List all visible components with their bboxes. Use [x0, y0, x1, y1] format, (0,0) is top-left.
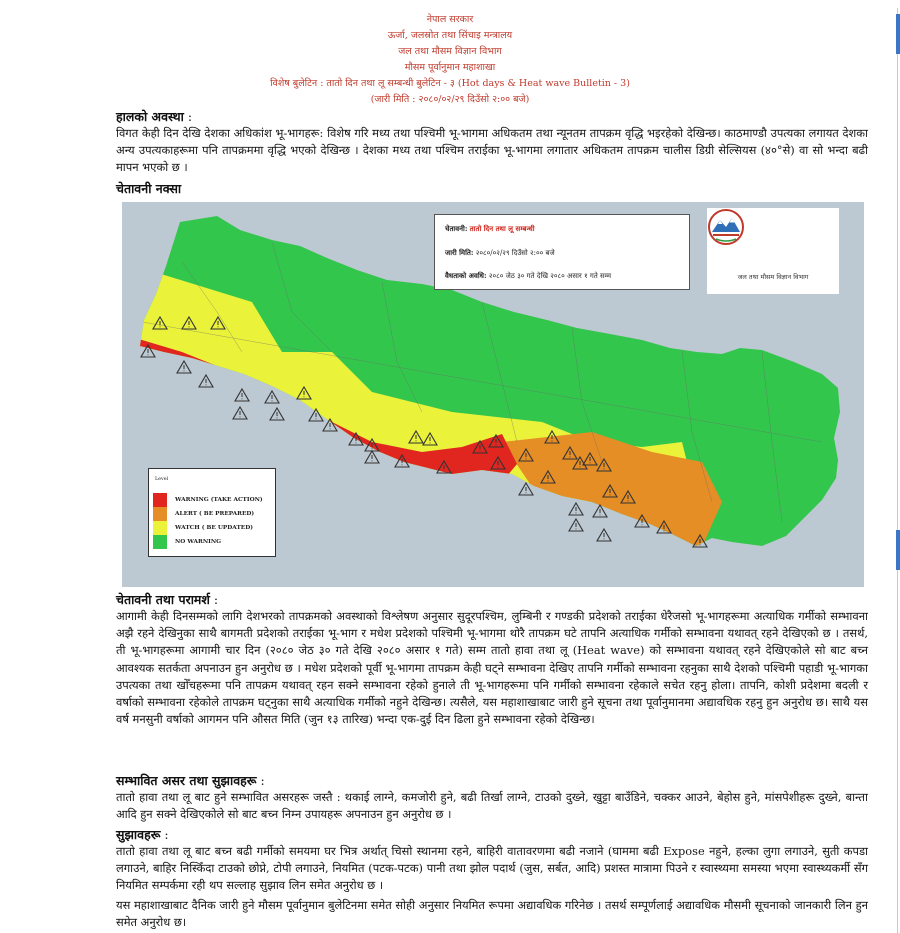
- legend-label: WATCH ( BE UPDATED): [175, 525, 253, 531]
- tips-text: तातो हावा तथा लू बाट बच्न बढी गर्मीको समयमा घर भित्र अर्थात् चिसो स्थानमा रहने, बाहिरी वातावरणमा बढी नजाने (घाममा बढी Expose नहुने, हल्का लुगा लगाउने, सुती कपडा लगाउने, बाहिर निस्किँदा टाउको छोप्ने, टोपी लगाउने, नियमित (पटक-पटक) पानी तथा झोल पदार्थ (जुस, सर्बत, आदि) प्रशस्त मात्रामा पिउने र स्वास्थ्यमा समस्या भएमा स्वास्थ्यकर्मी सँग नियमित सम्पर्कमा रही थप सल्लाह सुझाव लिन समेत अनुरोध छ ।: [116, 844, 868, 893]
- scroll-marker: [896, 530, 900, 570]
- legend-swatch: [153, 521, 167, 535]
- legend-swatch: [153, 535, 167, 549]
- bulletin-title: विशेष बुलेटिन : तातो दिन तथा लू सम्बन्धी बुलेटिन - ३ (Hot days & Heat wave Bulletin - 3): [270, 78, 630, 89]
- section-heading-current: हालको अवस्था :: [116, 109, 193, 124]
- info-label-warning: चेतावनी:: [445, 224, 468, 233]
- page-edge: [897, 8, 898, 933]
- info-label-validity: वैधताको अवधि:: [445, 271, 487, 280]
- section-heading-map: चेतावनी नक्सा: [116, 181, 182, 196]
- bulletin-header: [0, 12, 900, 108]
- map-info-box: [434, 214, 690, 290]
- department-logo-text: जल तथा मौसम विज्ञान विभाग: [737, 273, 809, 281]
- info-value-warning: तातो दिन तथा लू सम्बन्धी: [469, 224, 535, 233]
- section-heading-impacts: सम्भावित असर तथा सुझावहरू :: [116, 773, 265, 788]
- legend-label: WARNING (TAKE ACTION): [175, 497, 263, 503]
- legend-label: ALERT ( BE PREPARED): [175, 511, 255, 517]
- info-value-validity: २०८० जेठ ३० गते देखि २०८० असार १ गते सम्म: [488, 272, 612, 280]
- advice-text: आगामी केही दिनसम्मको लागि देशभरको तापक्रमको अवस्थाको विश्लेषण अनुसार सुदूरपश्चिम, लुम्बिनी र गण्डकी प्रदेशको तराईका धेरैजसो भू-भागहरूमा अत्याधिक गर्मीको सम्भावना अझै रहने देखिनुका साथै बागमती प्रदेशको तराईका भू-भाग र मधेश प्रदेशको पश्चिमी भू-भागमा थोरै तापक्रम घटे तापनि अत्याधिक गर्मीको सम्भावना यथावत् रहने देखिएको छ । तसर्थ, ती भू-भागहरूमा आगामी चार दिन (२०८० जेठ ३० गते देखि २०८० असार १ गते) सम्म तातो हावा तथा लू (Heat wave) को सम्भावना यथावत् रहने देखिएकोले सो बाट बच्न आवश्यक सतर्कता अपनाउन हुन अनुरोध छ । मधेश प्रदेशको पूर्वी भू-भागमा तापक्रम केही घट्ने सम्भावना देखिए तापनि गर्मीको सम्भावना रहनुका साथै देशको पश्चिमी पहाडी भू-भागका उपत्यका तथा खोँचहरूमा पनि तापक्रम यथावत् रहन सक्ने सम्भावना रहेको हुनाले ती भू-भागहरूमा पनि गर्मीको सम्भावना रहेकाले सचेत रहनु होला। तापनि, कोशी प्रदेशमा बदली र वर्षाको सम्भावना रहेकोले तापक्रम घट्नुका साथै अत्याधिक गर्मीको नहुने देखिन्छ। त्यसैले, यस महाशाखाबाट जारी हुने सूचना तथा पूर्वानुमानमा अद्यावधिक रहनु हुन अनुरोध छ। साथै यस वर्ष मनसुनी वर्षाको आगमन पनि औसत मिति (जुन १३ तारिख) भन्दा एक-दुई दिन ढिला हुने सम्भावना रहेको देखिन्छ।: [116, 609, 868, 727]
- tips-text-followup: यस महाशाखाबाट दैनिक जारी हुने मौसम पूर्वानुमान बुलेटिनमा समेत सोही अनुसार नियमित रूपमा अद्यावधिक गरिनेछ । तसर्थ सम्पूर्णलाई अद्यावधिक मौसमी सूचनाको जानकारी लिन हुन समेत अनुरोध छ।: [116, 898, 868, 930]
- government-name: नेपाल सरकार: [426, 14, 474, 25]
- info-value-issued: २०८०/०२/२९ दिउँसो २:०० बजे: [475, 249, 555, 257]
- warning-map: [122, 202, 864, 587]
- ministry-name: ऊर्जा, जलस्रोत तथा सिंचाइ मन्त्रालय: [387, 30, 513, 41]
- section-heading-tips: सुझावहरू :: [116, 827, 169, 842]
- department-logo-box: [707, 208, 839, 294]
- division-name: मौसम पूर्वानुमान महाशाखा: [404, 62, 496, 73]
- legend-title: Level: [155, 477, 169, 482]
- current-conditions-text: विगत केही दिन देखि देशका अधिकांश भू-भागहरू: विशेष गरि मध्य तथा पश्चिमी भू-भागमा अधिकतम तथा न्यूनतम तापक्रम वृद्धि भइरहेको देखिन्छ। काठमाण्डौ उपत्यका लगायत देशका अन्य उपत्यकाहरूमा पनि तापक्रममा वृद्धि भएको देखिन्छ । देशका मध्य तथा पश्चिम तराईका भू-भागमा लगातार अधिकतम तापक्रम चालीस डिग्री सेल्सियस (४०°से) वा सो भन्दा बढी मापन भएको छ ।: [116, 126, 868, 175]
- impacts-text: तातो हावा तथा लू बाट हुने सम्भावित असरहरू जस्तै : थकाई लाग्ने, कमजोरी हुने, बढी तिर्खा लाग्ने, टाउको दुख्ने, खुट्टा बाउँडिने, चक्कर आउने, बेहोस हुने, मांसपेशीहरू दुख्ने, बान्ता आदि हुन सक्ने देखिएकोले सो बाट बच्न निम्न उपायहरू अपनाउन हुन अनुरोध छ ।: [116, 790, 868, 822]
- map-legend: [148, 468, 276, 557]
- legend-label: NO WARNING: [175, 539, 222, 545]
- info-label-issued: जारी मिति:: [445, 248, 474, 257]
- department-name: जल तथा मौसम विज्ञान विभाग: [398, 46, 502, 57]
- issue-date: (जारी मिति : २०८०/०२/२९ दिउँसो २:०० बजे): [370, 94, 530, 105]
- legend-swatch: [153, 507, 167, 521]
- section-heading-advice: चेतावनी तथा परामर्श :: [116, 592, 219, 607]
- legend-swatch: [153, 493, 167, 507]
- nepal-emblem-icon: [707, 208, 745, 246]
